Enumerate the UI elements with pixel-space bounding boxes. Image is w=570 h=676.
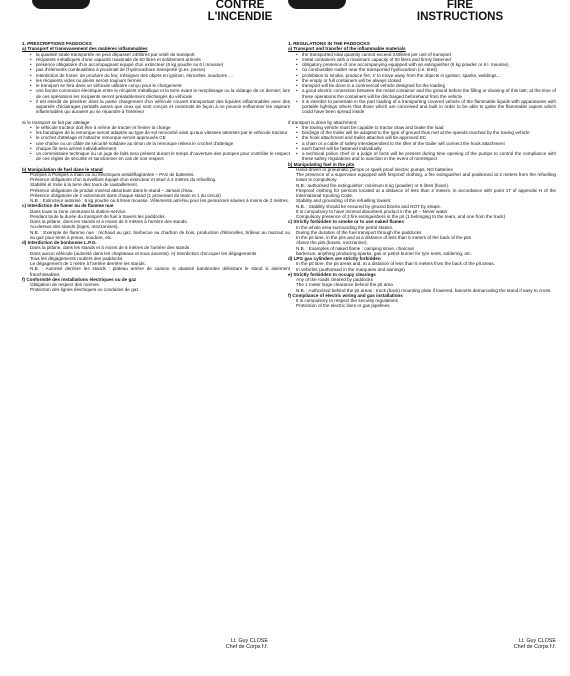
paragraph: Pendant toute la durée du transport de fuel à travers les paddocks. xyxy=(30,213,166,219)
list-item: • it is interdict to penetrate in the part loading of a transporting covered vehicle of the flammable liquids with apparatuses with portable lightings others that those which are conceived and built in order to be able to ignite the flammable vapors which could have been spread inside xyxy=(302,99,556,115)
english-header xyxy=(288,0,556,40)
list-item: • le transport se fera dans un véhicule utilitaire conçu pour le chargement xyxy=(36,83,290,88)
section-heading: 1. REGULATIONS IN THE PADDOCKS xyxy=(288,41,370,46)
list-item: • les bandages de la remorque seront adaptés au type de sol rencontré ainsi qu'aux vitesses atteintes par le véhicule tracteur xyxy=(36,130,290,135)
list-item: • the towing vehicle must be capable to tractor draw and brake the load xyxy=(302,125,556,130)
list-item: • récipients métalliques d'une capacité maximale de 60 litres et solidement arrimés xyxy=(36,57,290,62)
logo xyxy=(288,0,346,9)
subsection-title-f: f) Conformité des installations électriques ou de gaz xyxy=(22,276,137,282)
paragraph: Above the pits (boxes, mezzanine). xyxy=(296,240,368,246)
subsection-title-d: d) Interdiction de bonbonne L.P.G. xyxy=(22,240,97,245)
paragraph: During the duration of the fuel transport through the paddocks xyxy=(296,229,422,235)
paragraph: Hand-driven or pneumatic pumps or spark proof electric pumps, NO batteries xyxy=(296,166,453,172)
list-item: • présence obligatoire d'un accompagnant équipé d'un extincteur (6 kg poudre ou 6 l.mousse) xyxy=(36,62,290,67)
list-item: • the empty or full containers will be always closed xyxy=(302,78,556,83)
paragraph: In the pit lane, the pit areas and, at a distance of less than 5 meters from the back of the pit areas. xyxy=(296,261,495,267)
paragraph: The presence of a supervisor equipped with fireproof clothing, a fire extinguisher and positioned at 2 meters from the refuelling tower is compulsory xyxy=(296,172,556,183)
paragraph: Présence obligatoire de 2 extincteurs dans chaque stand (1 provenant du team et 1 du circuit) xyxy=(30,192,221,198)
french-column xyxy=(22,0,290,651)
list-item: • chaque fût sera arrimé individuellement xyxy=(36,146,290,151)
paragraph: Protection of the electric lines or gas pipelines. xyxy=(296,303,391,309)
transport-rules-list xyxy=(22,52,290,115)
subsection-title-f: f) Compliance of electric wiring and gas installations xyxy=(288,292,403,298)
list-item: • each barrel will be fastened individually xyxy=(302,146,556,151)
french-title: CONTRE L'INCENDIE xyxy=(207,0,273,23)
section-heading: 1. PRESCRIPTIONS PADDOCKS xyxy=(22,41,92,46)
subsection-title-c: c) Strictly forbidden to smoke or to use naked flames xyxy=(288,219,404,225)
paragraph: Any of the roads cleared by paddocks xyxy=(296,277,373,282)
paragraph: barbecue, anything producing sparks, gas or petrol burner for tyre tents, soldering, etc. xyxy=(296,250,472,256)
list-item: • le crochet d'attelage et l'attache remorque seront approuvés CE xyxy=(36,135,290,140)
attach-intro: If transport is done by attachment: xyxy=(288,119,358,125)
paragraph: Compulsory presence of 2 fire extinguishers in the pit (1 belonging to the team, and one from the track) xyxy=(296,214,506,219)
compliance-rules xyxy=(22,282,290,293)
list-item: • une chaîne ou un câble de sécurité solidaire au timon de la remorque reliera le crochet d'attelage xyxy=(36,141,290,146)
list-item: • le véhicule tracteur doit être à même de tracter et freiner la charge xyxy=(36,125,290,130)
paragraph: Stabilité et mise à la terre des tours de ravitaillement. xyxy=(30,182,139,188)
subsection-title-b: b) Manipulating fuel in the pits xyxy=(288,161,355,167)
paragraph: Présence obligatoire d'un surveillant équipé d'un extincteur et situé à 2 mètres du refuelling. xyxy=(30,177,217,182)
paragraph: In the pit lane, in the pits and at a distance of less than 5 meters of the back of the pits xyxy=(296,235,471,240)
paragraph: N.B.: authorised fire extinguisher: minimum 6 kg (powder) or 6 litres (foam). xyxy=(296,182,450,188)
paragraph: Le dégagement de 1 mètre à l'arrière derrière les stands. xyxy=(30,261,146,266)
paragraph: Protection des lignes électriques ou conduites de gaz. xyxy=(30,287,140,293)
attach-rules-list xyxy=(288,125,556,162)
subsection-title-e: e) Strictly forbidden to occupy clearings xyxy=(288,271,376,277)
list-item: • prohibition to smoke, produce fire; s' to move away from the objects in ignition, sparks, weldings.... xyxy=(302,73,556,78)
paragraph: Dans la pitlane, dans les stands et à moins de 5 mètres à l'arrière des stands. xyxy=(30,219,188,224)
paragraph: Tous les dégagements routiers des paddocks. xyxy=(30,255,124,261)
list-item: • obligatory presence of one accompanying equipped with an extinguisher (6 kg powder or 6 l. mousse) xyxy=(302,62,556,67)
subsection-title-a: a) Transport et transvasement des matières inflammables xyxy=(22,46,148,52)
signature: Lt. Guy CLOSE Chef de Corps f.f. xyxy=(513,638,556,651)
paragraph: N.B. : Examples of naked flame : camping stove, charcoal xyxy=(296,245,414,251)
smoking-rules xyxy=(288,225,556,257)
paragraph: Pompes à Pompes à main ou ou électriques antidéflagrantes – PAS de batteries. xyxy=(30,171,195,177)
paragraph: Présence obligatoire de produit minéral absorbant dans le stand – Jamais d'eau. xyxy=(30,187,194,193)
fuel-rules xyxy=(22,172,290,204)
paragraph: Stability and grounding of the refuelling towers: xyxy=(296,198,392,204)
list-item: • pas d'éléments combustibles à proximité de l'hydrocarbure transporté (p.ex. pneus) xyxy=(36,67,290,72)
subsection-title-a: a) Transport and transfer of the inflammable materials xyxy=(288,46,406,52)
list-item: • un commissaire technique ou un juge de faits sera présent durant le temps d'ouverture des pompes pour contrôler le respect de ces règles de sécurité et sanctionner en cas de non respect xyxy=(36,151,290,162)
subsection-title-d: d) LPG gas cylinders are strictly forbidden xyxy=(288,256,381,261)
list-item: • une bonne connexion électrique entre le récipient métallique et la terre avant le remplissage ou la vidange de ce dernier; lors de ces opérations les récipients seront préalablement déchargés du véhicule xyxy=(36,88,290,99)
list-item: • a technical police chief or a judge of facts will be present during time opening of the pumps to control the compliance with these safety regulations and to sanction in the event of nonrespect xyxy=(302,151,556,162)
paragraph: It is compulsory to respect the security regulations xyxy=(296,298,398,303)
list-item: • no combustible matter near the transported hydrocarbon (i.e. tires) xyxy=(302,67,556,72)
subsection-title-b: b) Manipulation de fuel dans le stand xyxy=(22,166,103,172)
paragraph: Dans aucun véhicule (autorisé dans les chapiteaux et sous auvents). e) Interdiction d'occuper les dégagements xyxy=(30,250,257,256)
list-item: • a good electric connection between the metal container and the ground before the filling or draining of this last; at the time of these operations the containers will be discharged beforehand from the vehicle xyxy=(302,88,556,99)
clearing-rules xyxy=(288,277,556,293)
paragraph: In vehicles (authorised in the marquees and awnings) xyxy=(296,266,405,272)
paragraph: Obligation de respect des normes. xyxy=(30,282,100,287)
paragraph: Dans la pitlane, dans les stands et à moins de 5 mètres de l'arrière des stands. xyxy=(30,245,191,251)
paragraph: Dans toute la zone ceinturant la station-service. xyxy=(30,208,127,214)
list-item: • il est interdit de pénétrer dans la partie chargement d'un véhicule couvert transportant des liquides inflammables avec des appareils d'éclairages portatifs autres que ceux qui sont conçus et construits de façon à ne pouvoir enflammer les vapeurs inflammables qui auraient pu se répandre à l'intérieur xyxy=(36,99,290,115)
lpg-rules xyxy=(288,261,556,272)
french-header xyxy=(22,0,290,40)
subsection-title-c: c) Interdiction de fumer ou de flamme nue xyxy=(22,203,114,209)
list-item: • the hook attachment and trailer attaches will be approved EC xyxy=(302,135,556,140)
list-item: • the transported total quantity cannot exceed 240litres per unit of transport xyxy=(302,52,556,57)
list-item: • la quantité totale transportée ne peut dépasser 240litres par unité de transport xyxy=(36,52,290,57)
attelage-intro: Si le transport se fait par attelage: xyxy=(22,119,91,125)
signature: Lt. Guy CLOSE Chef de Corps f.f. xyxy=(225,638,268,651)
list-item: • interdiction de fumer, de produire du feu; s'éloigner des objets en ignition, étincelles, soudures .... xyxy=(36,73,290,78)
attelage-rules-list xyxy=(22,125,290,162)
paragraph: N.B. : Stability should be ensured by ground blocks and NOT by straps. xyxy=(296,203,441,209)
list-item: • les récipients vides ou pleins seront toujours fermés xyxy=(36,78,290,83)
paragraph: N.B. : Autorisé derrière les stands : plateau arrière de camion si abaissé banderoles délimitant le stand si aisément franchissables. xyxy=(30,266,290,277)
paragraph: In the whole area surrounding the petrol station. xyxy=(296,224,394,230)
list-item: • bindings of the trailer will be adapted to the type of ground thus met at the speeds reached by the towing vehicle xyxy=(302,130,556,135)
paragraph: The 1 meter large clearance behind the pit area xyxy=(296,282,393,288)
compliance-rules xyxy=(288,298,556,309)
list-item: • a chain or a cable of safety interdependent to the tiller of the trailer will connect the hook attachment xyxy=(302,141,556,146)
list-item: • metal containers with a maximum capacity of 60 liters and firmly fastened xyxy=(302,57,556,62)
lpg-rules xyxy=(22,245,290,277)
paragraph: It is compulsory to have mineral absorbent product in the pit – Never water xyxy=(296,208,448,214)
paragraph: Au-dessus des stands (loges, mezzanines). xyxy=(30,224,119,230)
list-item: • transport will be done in a commercial vehicle designed for the loading xyxy=(302,83,556,88)
paragraph: N.B. : Authorized behind the pit areas : truck (back) mounting plate if lowered, banners demarcating the stand if easy to cross. xyxy=(296,287,552,293)
paragraph: Fireproof clothing for persons located at a distance of less than 2 meters, in accordance with point 17 of appendix H of the International Sporting Code. xyxy=(296,187,556,198)
paragraph: N.B. : Extincteur autorisé : 6 kg poudre ou 6 litres mousse. Vêtements anti-feu pour les personnes situées à moins de 2 mètres. xyxy=(30,198,289,203)
paragraph: N.B. : Exemple de flamme nue : réchaud au gaz, barbecue au charbon de bois, production d'étincelles, brûleur au mazout ou au gaz pour tente à pneus, soudure, etc. xyxy=(30,229,290,240)
logo xyxy=(32,0,90,9)
transport-rules-list xyxy=(288,52,556,115)
fuel-rules xyxy=(288,167,556,220)
smoking-rules xyxy=(22,209,290,241)
english-column xyxy=(288,0,556,651)
english-title: FIRE INSTRUCTIONS xyxy=(416,0,504,23)
